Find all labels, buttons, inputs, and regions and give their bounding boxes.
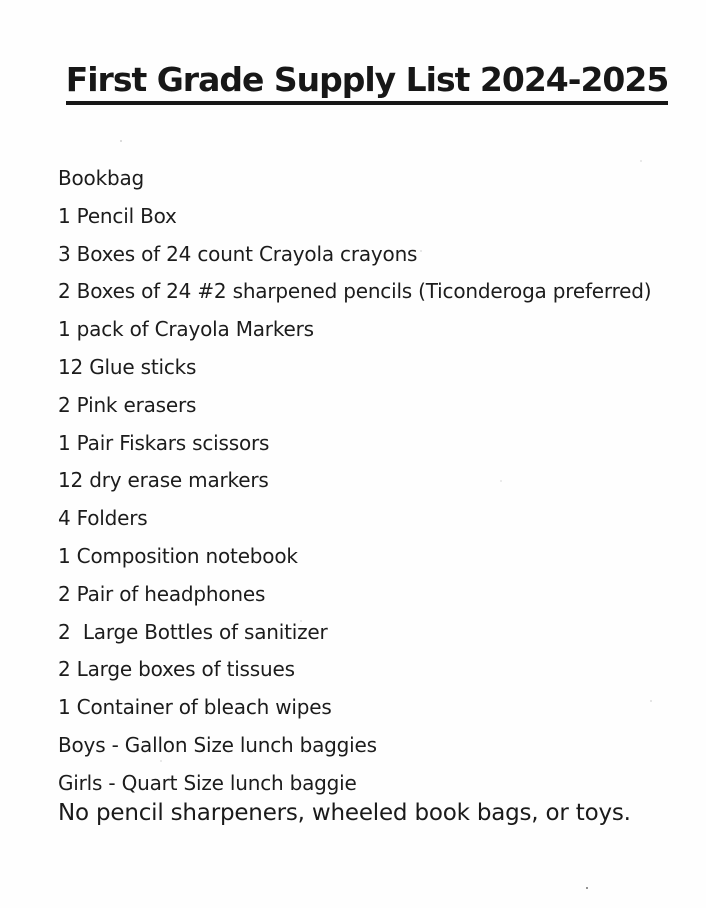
supply-list [58, 160, 658, 803]
supply-list-item: 2 Boxes of 24 #2 sharpened pencils (Ticonderoga preferred) [58, 279, 652, 304]
supply-list-item: Bookbag [58, 166, 145, 190]
supply-list-item: 1 Container of bleach wipes [58, 695, 332, 720]
supply-list-item: Girls - Quart Size lunch baggie [58, 770, 357, 795]
supply-list-item: 12 dry erase markers [58, 468, 269, 493]
supply-list-item: Boys - Gallon Size lunch baggies [58, 732, 377, 757]
title-container [0, 62, 706, 105]
supply-list-item: 2 Pink erasers [58, 392, 197, 417]
supply-list-item: 2 Pair of headphones [58, 581, 266, 606]
page-title: First Grade Supply List 2024-2025 [66, 62, 669, 105]
supply-list-item: 12 Glue sticks [58, 354, 197, 379]
supply-list-item: 4 Folders [58, 506, 148, 531]
supply-list-item: 3 Boxes of 24 count Crayola crayons [58, 241, 418, 266]
supply-list-item: 1 pack of Crayola Markers [58, 317, 314, 342]
restrictions-note: No pencil sharpeners, wheeled book bags, or toys. [58, 800, 631, 826]
supply-list-item: 2 Large Bottles of sanitizer [58, 619, 328, 644]
supply-list-item: 1 Pencil Box [58, 203, 177, 228]
supply-list-item: 1 Composition notebook [58, 543, 298, 568]
supply-list-item: 2 Large boxes of tissues [58, 657, 295, 682]
supply-list-item: 1 Pair Fiskars scissors [58, 430, 270, 455]
